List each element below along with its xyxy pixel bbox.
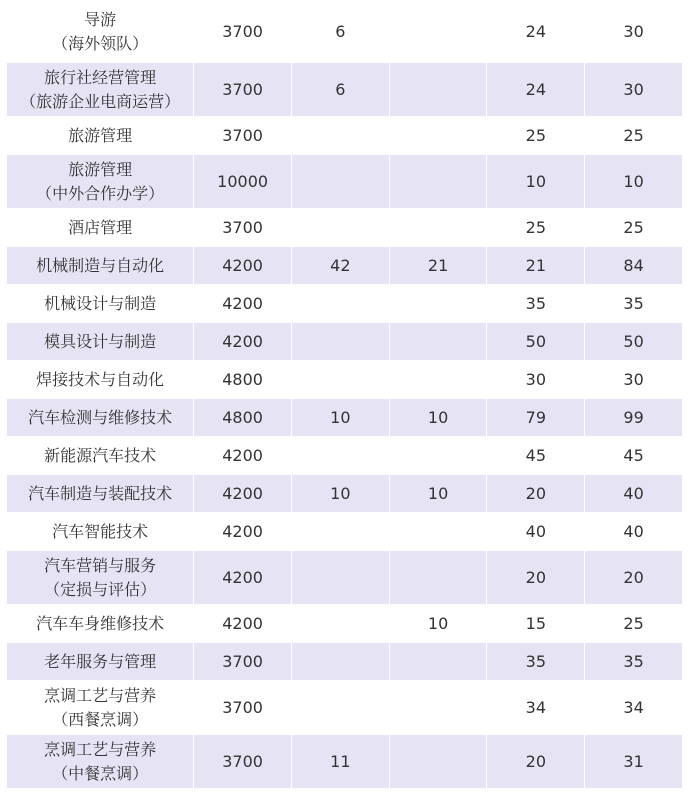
count-cell-3: 79 <box>487 399 585 437</box>
fee-cell: 4200 <box>194 247 292 285</box>
table-row <box>7 551 683 605</box>
program-name-cell <box>7 643 194 681</box>
fee-cell: 3700 <box>194 209 292 247</box>
fee-cell: 4200 <box>194 323 292 361</box>
count-cell-1 <box>291 361 389 399</box>
program-name: 汽车营销与服务 <box>44 555 157 575</box>
table-row <box>7 437 683 475</box>
program-name-cell <box>7 323 194 361</box>
program-direction: （海外领队） <box>52 33 149 53</box>
table-row <box>7 1 683 63</box>
total-cell: 34 <box>585 681 683 735</box>
total-cell: 45 <box>585 437 683 475</box>
count-cell-2 <box>389 285 487 323</box>
program-direction: （中餐烹调） <box>52 763 149 783</box>
table-row <box>7 475 683 513</box>
count-cell-3: 25 <box>487 117 585 155</box>
total-cell: 30 <box>585 1 683 63</box>
count-cell-3: 30 <box>487 361 585 399</box>
program-name-cell <box>7 399 194 437</box>
program-name-cell <box>7 681 194 735</box>
enrollment-table <box>6 0 683 789</box>
count-cell-3: 24 <box>487 63 585 117</box>
count-cell-1: 6 <box>291 1 389 63</box>
count-cell-1 <box>291 551 389 605</box>
total-cell: 99 <box>585 399 683 437</box>
fee-cell: 4200 <box>194 437 292 475</box>
fee-cell: 4200 <box>194 605 292 643</box>
count-cell-3: 34 <box>487 681 585 735</box>
program-name: 机械设计与制造 <box>44 293 157 313</box>
program-name: 焊接技术与自动化 <box>36 369 165 389</box>
count-cell-3: 35 <box>487 643 585 681</box>
fee-cell: 4200 <box>194 551 292 605</box>
fee-cell: 4800 <box>194 361 292 399</box>
count-cell-3: 20 <box>487 475 585 513</box>
total-cell: 30 <box>585 361 683 399</box>
count-cell-2 <box>389 1 487 63</box>
program-direction: （定损与评估） <box>44 579 157 599</box>
fee-cell: 3700 <box>194 735 292 789</box>
fee-cell: 4200 <box>194 285 292 323</box>
program-name: 烹调工艺与营养 <box>44 739 157 759</box>
table-body <box>7 1 683 789</box>
count-cell-2 <box>389 735 487 789</box>
total-cell: 50 <box>585 323 683 361</box>
program-name: 汽车检测与维修技术 <box>28 407 173 427</box>
program-name-cell <box>7 735 194 789</box>
count-cell-3: 10 <box>487 155 585 209</box>
count-cell-1 <box>291 437 389 475</box>
count-cell-2 <box>389 437 487 475</box>
program-name: 旅游管理 <box>68 125 133 145</box>
program-direction: （旅游企业电商运营） <box>20 91 181 111</box>
table-row <box>7 399 683 437</box>
program-name: 新能源汽车技术 <box>44 445 157 465</box>
total-cell: 25 <box>585 605 683 643</box>
program-name-cell <box>7 437 194 475</box>
fee-cell: 3700 <box>194 681 292 735</box>
program-name-cell <box>7 247 194 285</box>
count-cell-3: 20 <box>487 551 585 605</box>
total-cell: 25 <box>585 209 683 247</box>
count-cell-2: 21 <box>389 247 487 285</box>
count-cell-3: 40 <box>487 513 585 551</box>
table-row <box>7 117 683 155</box>
table-row <box>7 735 683 789</box>
program-name: 汽车车身维修技术 <box>36 613 165 633</box>
total-cell: 40 <box>585 513 683 551</box>
program-direction: （中外合作办学） <box>36 183 165 203</box>
program-name: 旅游管理 <box>68 159 133 179</box>
program-name-cell <box>7 475 194 513</box>
count-cell-3: 45 <box>487 437 585 475</box>
total-cell: 20 <box>585 551 683 605</box>
table-row <box>7 209 683 247</box>
program-name-cell <box>7 209 194 247</box>
program-name: 旅行社经营管理 <box>44 67 157 87</box>
count-cell-1: 10 <box>291 475 389 513</box>
program-name: 模具设计与制造 <box>44 331 157 351</box>
table-row <box>7 63 683 117</box>
total-cell: 10 <box>585 155 683 209</box>
count-cell-1 <box>291 605 389 643</box>
program-name: 机械制造与自动化 <box>36 255 165 275</box>
table-row <box>7 605 683 643</box>
table-row <box>7 681 683 735</box>
total-cell: 84 <box>585 247 683 285</box>
count-cell-3: 24 <box>487 1 585 63</box>
program-name-cell <box>7 117 194 155</box>
count-cell-2 <box>389 643 487 681</box>
table-row <box>7 155 683 209</box>
program-name-cell <box>7 63 194 117</box>
table-row <box>7 361 683 399</box>
program-name: 汽车智能技术 <box>52 521 149 541</box>
program-name: 酒店管理 <box>68 217 133 237</box>
count-cell-3: 20 <box>487 735 585 789</box>
count-cell-2 <box>389 513 487 551</box>
total-cell: 25 <box>585 117 683 155</box>
count-cell-2 <box>389 361 487 399</box>
fee-cell: 3700 <box>194 117 292 155</box>
count-cell-1: 11 <box>291 735 389 789</box>
count-cell-1 <box>291 155 389 209</box>
program-name: 导游 <box>84 9 117 29</box>
table-row <box>7 643 683 681</box>
fee-cell: 4200 <box>194 475 292 513</box>
count-cell-1: 10 <box>291 399 389 437</box>
count-cell-1 <box>291 117 389 155</box>
total-cell: 40 <box>585 475 683 513</box>
count-cell-2: 10 <box>389 399 487 437</box>
count-cell-2: 10 <box>389 475 487 513</box>
count-cell-1 <box>291 681 389 735</box>
count-cell-2 <box>389 117 487 155</box>
count-cell-1 <box>291 513 389 551</box>
program-name-cell <box>7 285 194 323</box>
count-cell-1: 6 <box>291 63 389 117</box>
count-cell-3: 35 <box>487 285 585 323</box>
table-row <box>7 247 683 285</box>
fee-cell: 4200 <box>194 513 292 551</box>
count-cell-1 <box>291 323 389 361</box>
program-name: 汽车制造与装配技术 <box>28 483 173 503</box>
count-cell-3: 25 <box>487 209 585 247</box>
fee-cell: 3700 <box>194 1 292 63</box>
count-cell-2 <box>389 209 487 247</box>
table-row <box>7 513 683 551</box>
program-name-cell <box>7 513 194 551</box>
fee-cell: 3700 <box>194 63 292 117</box>
program-direction: （西餐烹调） <box>52 709 149 729</box>
count-cell-2 <box>389 63 487 117</box>
total-cell: 35 <box>585 285 683 323</box>
program-name-cell <box>7 551 194 605</box>
count-cell-1: 42 <box>291 247 389 285</box>
count-cell-1 <box>291 643 389 681</box>
fee-cell: 3700 <box>194 643 292 681</box>
total-cell: 31 <box>585 735 683 789</box>
total-cell: 30 <box>585 63 683 117</box>
count-cell-2 <box>389 155 487 209</box>
count-cell-3: 50 <box>487 323 585 361</box>
fee-cell: 10000 <box>194 155 292 209</box>
count-cell-2 <box>389 681 487 735</box>
program-name: 烹调工艺与营养 <box>44 685 157 705</box>
count-cell-2: 10 <box>389 605 487 643</box>
program-name-cell <box>7 155 194 209</box>
program-name-cell <box>7 605 194 643</box>
count-cell-2 <box>389 551 487 605</box>
table-row <box>7 323 683 361</box>
program-name: 老年服务与管理 <box>44 651 157 671</box>
program-name-cell <box>7 361 194 399</box>
count-cell-1 <box>291 285 389 323</box>
count-cell-2 <box>389 323 487 361</box>
table-row <box>7 285 683 323</box>
count-cell-3: 15 <box>487 605 585 643</box>
count-cell-3: 21 <box>487 247 585 285</box>
fee-cell: 4800 <box>194 399 292 437</box>
total-cell: 35 <box>585 643 683 681</box>
count-cell-1 <box>291 209 389 247</box>
program-name-cell <box>7 1 194 63</box>
